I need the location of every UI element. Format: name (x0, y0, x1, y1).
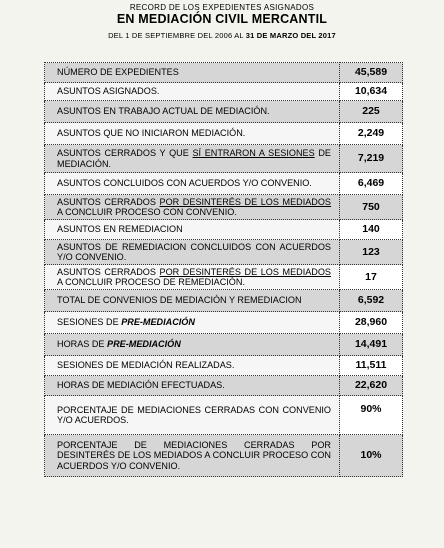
label-part: ASUNTOS CERRADOS (57, 266, 160, 277)
label-part: ASUNTOS CERRADOS (57, 196, 160, 207)
row-label (45, 265, 340, 290)
row-value: 6,592 (340, 290, 403, 312)
row-label: PORCENTAJE DE MEDIACIONES CERRADAS CON CONVENIO Y/O ACUERDOS. (45, 396, 340, 435)
statistics-table (44, 62, 403, 477)
row-value: 140 (340, 220, 403, 240)
row-label: ASUNTOS EN TRABAJO ACTUAL DE MEDIACIÓN. (45, 101, 340, 123)
label-part: ASUNTOS CERRADOS Y QUE (57, 148, 193, 158)
table-row (45, 195, 403, 220)
row-value: 17 (340, 265, 403, 290)
period-prefix: DEL 1 DE SEPTIEMBRE DEL 2006 AL (108, 31, 246, 40)
row-label: ASUNTOS CONCLUIDOS CON ACUERDOS Y/O CONVENIO. (45, 173, 340, 195)
label-emphasis: PRE-MEDIACIÓN (121, 317, 195, 328)
label-underlined: SÍ ENTRARON A SESIONES (192, 148, 315, 158)
row-value: 750 (340, 195, 403, 220)
row-label: SESIONES DE MEDIACIÓN REALIZADAS. (45, 356, 340, 376)
row-value: 10% (340, 435, 403, 477)
row-label: ASUNTOS QUE NO INICIARON MEDIACIÓN. (45, 123, 340, 145)
table-row (45, 83, 403, 101)
row-label: ASUNTOS EN REMEDIACION (45, 220, 340, 240)
table-row (45, 290, 403, 312)
row-value: 123 (340, 240, 403, 265)
row-value: 6,469 (340, 173, 403, 195)
row-label (45, 195, 340, 220)
row-value: 7,219 (340, 145, 403, 173)
table-row (45, 435, 403, 477)
period-end: 31 DE MARZO DEL 2017 (245, 31, 336, 40)
table-row (45, 376, 403, 396)
row-value: 28,960 (340, 312, 403, 334)
row-value: 11,511 (340, 356, 403, 376)
table-row (45, 356, 403, 376)
table-row (45, 240, 403, 265)
label-part: A CONCLUIR PROCESO CON CONVENIO. (57, 207, 237, 217)
row-value: 2,249 (340, 123, 403, 145)
label-part: SESIONES DE (57, 317, 122, 328)
row-label: TOTAL DE CONVENIOS DE MEDIACIÓN Y REMEDIACION (45, 290, 340, 312)
label-part: A CONCLUIR PROCESO DE REMEDIACIÓN. (57, 277, 245, 287)
table-row (45, 123, 403, 145)
table-row (45, 63, 403, 83)
table-row (45, 220, 403, 240)
row-label: ASUNTOS ASIGNADOS. (45, 83, 340, 101)
page-title: EN MEDIACIÓN CIVIL MERCANTIL (116, 12, 328, 26)
label-underlined: POR DESINTERÉS DE LOS MEDIADOS (159, 266, 332, 277)
header-subtitle: RECORD DE LOS EXPEDIENTES ASIGNADOS (129, 3, 315, 12)
table-row (45, 312, 403, 334)
row-value: 22,620 (340, 376, 403, 396)
table-row (45, 145, 403, 173)
row-label (45, 145, 340, 173)
label-emphasis: PRE-MEDIACIÓN (107, 339, 181, 350)
row-value: 45,589 (340, 63, 403, 83)
table-row (45, 334, 403, 356)
row-label: PORCENTAJE DE MEDIACIONES CERRADAS POR DESINTERÉS DE LOS MEDIADOS A CONCLUIR PROCESO CON ACUERDOS Y/O CONVENIO. (45, 435, 340, 477)
label-part: DE MEDIACIÓN. (57, 148, 331, 169)
row-value: 90% (340, 396, 403, 435)
row-label: ASUNTOS DE REMEDIACION CONCLUIDOS CON ACUERDOS Y/O CONVENIO. (45, 240, 340, 265)
row-value: 14,491 (340, 334, 403, 356)
table-row (45, 101, 403, 123)
row-label: NÚMERO DE EXPEDIENTES (45, 63, 340, 83)
row-value: 10,634 (340, 83, 403, 101)
label-part: HORAS DE (57, 339, 108, 350)
table-row (45, 265, 403, 290)
row-label: HORAS DE MEDIACIÓN EFECTUADAS. (45, 376, 340, 396)
table-row (45, 396, 403, 435)
row-value: 225 (340, 101, 403, 123)
row-label (45, 334, 340, 356)
label-underlined: POR DESINTERÉS DE LOS MEDIADOS (159, 196, 332, 207)
table-row (45, 173, 403, 195)
row-label (45, 312, 340, 334)
period-line (0, 31, 444, 40)
